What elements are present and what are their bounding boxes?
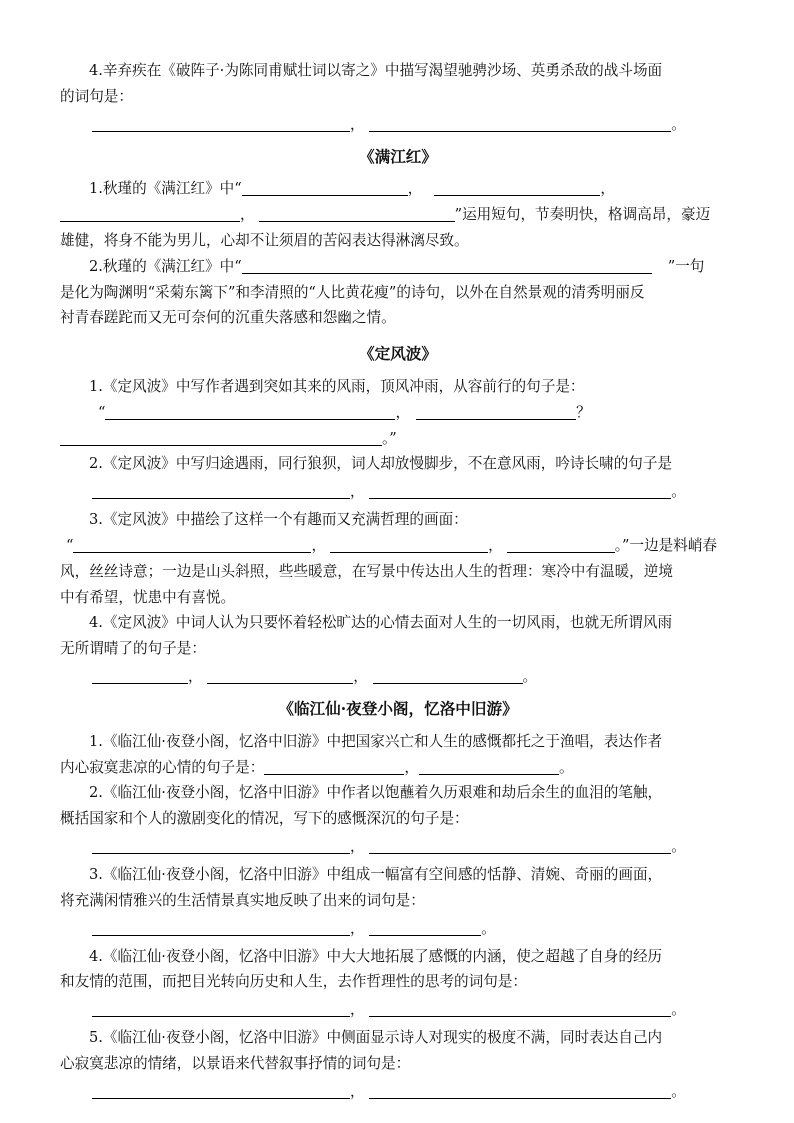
answer-blank[interactable] — [207, 666, 353, 684]
question-tail: 。”一边是料峭春 — [614, 536, 718, 554]
answer-line — [60, 664, 736, 686]
punctuation: ， — [407, 180, 423, 198]
punctuation: 。 — [671, 837, 686, 855]
answer-blank[interactable] — [92, 918, 350, 936]
answer-blank[interactable] — [369, 114, 671, 132]
punctuation: ， — [350, 483, 365, 501]
punctuation: “ — [98, 403, 106, 421]
punctuation: ， — [353, 667, 368, 685]
question-text: 风，丝丝诗意；一边是山头斜照，些些暖意，在写景中传达出人生的哲理：寒冷中有温暖，逆境 — [60, 562, 673, 580]
punctuation: 。 — [671, 115, 686, 133]
punctuation: ， — [404, 758, 419, 776]
answer-line — [60, 1079, 736, 1101]
answer-blank[interactable] — [73, 535, 311, 553]
punctuation: ， — [350, 837, 365, 855]
punctuation: ， — [395, 403, 411, 421]
question-text: 4.《定风波》中词人认为只要怀着轻松旷达的心情去面对人生的一切风雨，也就无所谓风雨 — [89, 614, 673, 632]
question-text: 1.《定风波》中写作者遇到突如其来的风雨，顶风冲雨，从容前行的句子是： — [89, 377, 585, 395]
punctuation: ， — [488, 536, 503, 554]
question-text: 3.《临江仙·夜登小阁，忆洛中旧游》中组成一幅富有空间感的恬静、清婉、奇丽的画面， — [89, 865, 663, 883]
question-text: 2.《临江仙·夜登小阁，忆洛中旧游》中作者以饱蘸着久历艰难和劫后余生的血泪的笔触， — [89, 784, 663, 802]
punctuation: ， — [600, 180, 615, 198]
answer-blank[interactable] — [92, 666, 188, 684]
punctuation: 。 — [671, 1082, 686, 1100]
punctuation: ？ — [576, 403, 591, 421]
question-lead: 2.秋瑾的《满江红》中“ — [89, 257, 242, 275]
punctuation: 。 — [671, 483, 686, 501]
answer-blank[interactable] — [259, 204, 455, 222]
answer-blank[interactable] — [507, 535, 615, 553]
punctuation: 。 — [671, 1001, 686, 1019]
question-tail: ”一句 — [667, 257, 705, 275]
question-text — [60, 176, 736, 202]
punctuation: ， — [350, 1001, 365, 1019]
answer-blank[interactable] — [369, 918, 481, 936]
punctuation: ， — [350, 919, 365, 937]
answer-line — [60, 997, 736, 1019]
question-text: 雄健，将身不能为男儿，心却不让须眉的苦闷表达得淋漓尽致。 — [60, 231, 469, 249]
punctuation: ， — [350, 115, 365, 133]
question-text — [60, 755, 736, 781]
punctuation: “ — [66, 536, 74, 554]
answer-blank[interactable] — [330, 535, 488, 553]
punctuation: ， — [188, 667, 203, 685]
answer-blank[interactable] — [92, 114, 350, 132]
section-title: 《临江仙·夜登小阁，忆洛中旧游》 — [278, 698, 518, 718]
answer-blank[interactable] — [369, 1081, 671, 1099]
question-text: 4.辛弃疾在《破阵子·为陈同甫赋壮词以寄之》中描写渴望驰骋沙场、英勇杀敌的战斗场面 — [89, 62, 663, 79]
punctuation: 。 — [481, 919, 496, 937]
punctuation: ， — [240, 206, 255, 224]
answer-blank[interactable] — [369, 481, 671, 499]
answer-blank[interactable] — [264, 757, 404, 775]
punctuation: 。” — [382, 429, 397, 447]
question-lead: 内心寂寞悲凉的心情的句子是： — [60, 758, 265, 776]
answer-blank[interactable] — [60, 204, 240, 222]
punctuation: ， — [350, 1082, 365, 1100]
punctuation: ， — [311, 536, 327, 554]
answer-blank[interactable] — [242, 256, 652, 274]
answer-line — [60, 400, 736, 426]
section-title: 《满江红》 — [359, 146, 437, 166]
answer-blank[interactable] — [92, 999, 350, 1017]
question-text: 中有希望，忧患中有喜悦。 — [60, 588, 236, 606]
answer-line — [60, 533, 736, 559]
question-text: 概括国家和个人的激剧变化的情况，写下的感慨深沉的句子是： — [60, 810, 469, 828]
answer-blank[interactable] — [92, 1081, 350, 1099]
question-text: 3.《定风波》中描绘了这样一个有趣而又充满哲理的画面： — [89, 511, 468, 529]
question-lead: 1.秋瑾的《满江红》中“ — [89, 180, 242, 198]
answer-blank[interactable] — [92, 481, 350, 499]
answer-line — [60, 112, 736, 134]
question-text: 的词句是： — [60, 87, 133, 105]
worksheet-page — [60, 58, 736, 1107]
question-text: 2.《定风波》中写归途遇雨，同行狼狈，词人却放慢脚步，不在意风雨，吟诗长啸的句子是 — [89, 455, 673, 473]
question-text: 4.《临江仙·夜登小阁，忆洛中旧游》中大大地拓展了感慨的内涵，使之超越了自身的经历 — [89, 947, 663, 965]
question-text: 是化为陶渊明“采菊东篱下”和李清照的“人比黄花瘦”的诗句，以外在自然景观的清秀明丽反 — [60, 283, 645, 301]
answer-line — [60, 916, 736, 938]
question-text — [60, 254, 736, 280]
question-text: 将充满闲情雅兴的生活情景真实地反映了出来的词句是： — [60, 891, 425, 909]
answer-blank[interactable] — [419, 757, 559, 775]
punctuation: 。 — [558, 758, 574, 776]
answer-blank[interactable] — [373, 666, 523, 684]
answer-blank[interactable] — [434, 178, 600, 196]
answer-blank[interactable] — [105, 402, 395, 420]
question-text: 5.《临江仙·夜登小阁，忆洛中旧游》中侧面显示诗人对现实的极度不满，同时表达自己内 — [89, 1029, 663, 1047]
answer-line — [60, 426, 736, 452]
question-text — [60, 202, 736, 228]
answer-blank[interactable] — [369, 999, 671, 1017]
answer-blank[interactable] — [416, 402, 576, 420]
answer-blank[interactable] — [242, 178, 408, 196]
question-text: 心寂寞悲凉的情绪，以景语来代替叙事抒情的词句是： — [60, 1054, 411, 1072]
answer-blank[interactable] — [60, 428, 382, 446]
answer-blank[interactable] — [92, 836, 350, 854]
section-title: 《定风波》 — [359, 344, 437, 364]
question-tail: ”运用短句，节奏明快，格调高昂，豪迈 — [454, 206, 711, 224]
question-text: 衬青春蹉跎而又无可奈何的沉重失落感和怨幽之情。 — [60, 309, 396, 327]
punctuation: 。 — [522, 667, 538, 685]
answer-line — [60, 479, 736, 501]
question-text: 1.《临江仙·夜登小阁，忆洛中旧游》中把国家兴亡和人生的感慨都托之于渔唱，表达作者 — [89, 732, 663, 750]
question-text: 无所谓晴了的句子是： — [60, 640, 206, 658]
question-text: 和友情的范围，而把目光转向历史和人生，去作哲理性的思考的词句是： — [60, 973, 528, 991]
answer-line — [60, 834, 736, 856]
answer-blank[interactable] — [369, 836, 671, 854]
